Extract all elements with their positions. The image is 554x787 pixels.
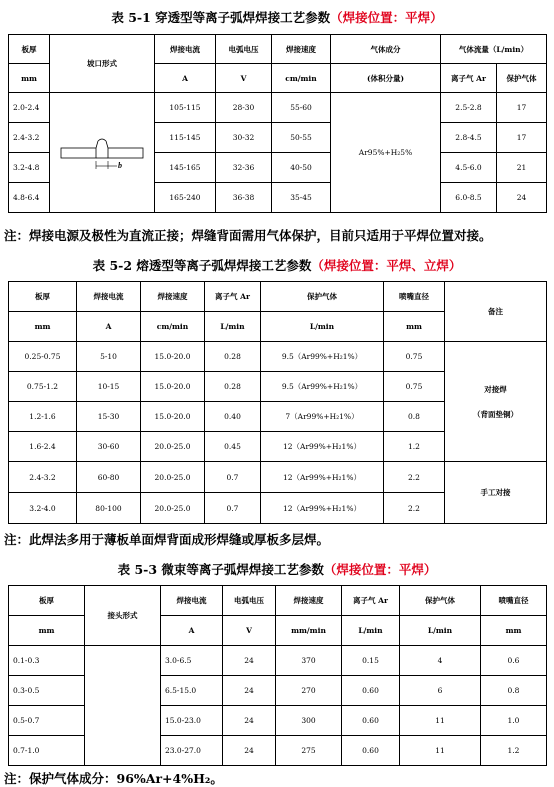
t2-h-shield-unit: L/min: [261, 312, 384, 342]
t1-h-gas-sub: (体积分量): [331, 64, 441, 93]
table-cell: 28-30: [216, 93, 272, 123]
t1-gas-value: Ar95%+H₂5%: [331, 93, 441, 213]
table-cell: 6.0-8.5: [441, 183, 497, 213]
t1-h-shield: 保护气体: [497, 64, 547, 93]
table2: [8, 281, 547, 524]
table-cell: 55-60: [272, 93, 331, 123]
table-cell: 1.2-1.6: [9, 402, 77, 432]
table-cell: 0.3-0.5: [9, 676, 85, 706]
table-cell: 1.2: [384, 432, 445, 462]
table-cell: 24: [223, 736, 276, 766]
t2-h-remark: 备注: [445, 282, 547, 342]
table-cell: 24: [223, 646, 276, 676]
table3: [8, 585, 547, 766]
t2-h-plasma-unit: L/min: [205, 312, 261, 342]
table-cell: 32-36: [216, 153, 272, 183]
t1-h-speed: 焊接速度: [272, 35, 331, 64]
table-cell: 4.5-6.0: [441, 153, 497, 183]
table-cell: 36-38: [216, 183, 272, 213]
table-cell: 0.75: [384, 342, 445, 372]
table-cell: 3.2-4.0: [9, 493, 77, 524]
table-cell: 15.0-20.0: [141, 372, 205, 402]
t2-h-nozzle: 喷嘴直径: [384, 282, 445, 312]
t2-h-thick-unit: mm: [9, 312, 77, 342]
t1-h-current: 焊接电流: [155, 35, 216, 64]
table-cell: 1.2: [481, 736, 547, 766]
table-cell: 1.6-2.4: [9, 432, 77, 462]
table-cell: 0.75: [384, 372, 445, 402]
table-cell: 2.5-2.8: [441, 93, 497, 123]
table-cell: 30-60: [77, 432, 141, 462]
t3-h-shield: 保护气体: [400, 586, 481, 616]
table1-caption: [0, 8, 554, 26]
t1-h-speed-unit: cm/min: [272, 64, 331, 93]
t1-h-flow: 气体流量（L/min）: [441, 35, 547, 64]
table-cell: 23.0-27.0: [161, 736, 223, 766]
table-cell: 20.0-25.0: [141, 462, 205, 493]
table-cell: 0.40: [205, 402, 261, 432]
table-cell: 21: [497, 153, 547, 183]
table-cell: 0.60: [342, 736, 400, 766]
t1-h-thick: 板厚: [9, 35, 50, 64]
t2-h-plasma: 离子气 Ar: [205, 282, 261, 312]
table-cell: 6: [400, 676, 481, 706]
table-cell: 4.8-6.4: [9, 183, 50, 213]
table-cell: 275: [276, 736, 342, 766]
table-cell: 0.15: [342, 646, 400, 676]
table-cell: 12（Ar99%+H₂1%）: [261, 462, 384, 493]
table-cell: 2.2: [384, 493, 445, 524]
t2-h-thick: 板厚: [9, 282, 77, 312]
t2-remark1-cell: [445, 342, 547, 462]
t1-h-groove: 坡口形式: [50, 35, 155, 93]
table2-note: 注：此焊法多用于薄板单面焊背面成形焊缝或厚板多层焊。: [4, 532, 330, 547]
table-cell: 2.0-2.4: [9, 93, 50, 123]
t2-h-nozzle-unit: mm: [384, 312, 445, 342]
table-cell: 0.45: [205, 432, 261, 462]
table-cell: 15.0-23.0: [161, 706, 223, 736]
table-cell: 15.0-20.0: [141, 402, 205, 432]
t3-h-current-unit: A: [161, 616, 223, 646]
table-cell: 300: [276, 706, 342, 736]
t2-h-speed-unit: cm/min: [141, 312, 205, 342]
table1-note: 注：焊接电源及极性为直流正接；焊缝背面需用气体保护，目前只适用于平焊位置对接。: [4, 228, 492, 243]
table1-caption-position: （焊接位置：平焊）: [330, 10, 443, 25]
t3-h-nozzle: 喷嘴直径: [481, 586, 547, 616]
table3-caption-main: 表 5-3 微束等离子弧焊焊接工艺参数: [117, 562, 324, 577]
t3-h-thick: 板厚: [9, 586, 85, 616]
table-cell: 40-50: [272, 153, 331, 183]
table-cell: 12（Ar99%+H₂1%）: [261, 432, 384, 462]
t3-h-nozzle-unit: mm: [481, 616, 547, 646]
table-cell: 12（Ar99%+H₂1%）: [261, 493, 384, 524]
table-cell: 3.2-4.8: [9, 153, 50, 183]
table-cell: 1.0: [481, 706, 547, 736]
t2-h-shield: 保护气体: [261, 282, 384, 312]
table-cell: 30-32: [216, 123, 272, 153]
table-cell: 165-240: [155, 183, 216, 213]
t1-h-current-unit: A: [155, 64, 216, 93]
table-cell: 7（Ar99%+H₂1%）: [261, 402, 384, 432]
table3-caption-position: （焊接位置：平焊）: [323, 562, 437, 577]
table-cell: 11: [400, 736, 481, 766]
table-cell: 24: [497, 183, 547, 213]
table-cell: 2.4-3.2: [9, 123, 50, 153]
table-cell: 3.0-6.5: [161, 646, 223, 676]
table-cell: 0.75-1.2: [9, 372, 77, 402]
table-cell: 0.8: [384, 402, 445, 432]
table-cell: 5-10: [77, 342, 141, 372]
table-cell: 2.2: [384, 462, 445, 493]
table-cell: 0.5-0.7: [9, 706, 85, 736]
t1-h-voltage: 电弧电压: [216, 35, 272, 64]
table-cell: 0.60: [342, 706, 400, 736]
table-cell: 0.7: [205, 462, 261, 493]
t3-h-speed-unit: mm/min: [276, 616, 342, 646]
table3-caption: [0, 560, 554, 578]
table2-caption-position: （焊接位置：平焊、立焊）: [311, 258, 462, 273]
table-cell: 20.0-25.0: [141, 493, 205, 524]
table-cell: 60-80: [77, 462, 141, 493]
t3-h-shield-unit: L/min: [400, 616, 481, 646]
table-cell: 145-165: [155, 153, 216, 183]
butt-joint-diagram: [55, 117, 150, 187]
table-cell: 17: [497, 123, 547, 153]
table-cell: 20.0-25.0: [141, 432, 205, 462]
table-cell: 105-115: [155, 93, 216, 123]
table-cell: 0.60: [342, 676, 400, 706]
table-cell: 370: [276, 646, 342, 676]
t1-h-voltage-unit: V: [216, 64, 272, 93]
gap-label: b: [117, 160, 122, 170]
table-cell: 80-100: [77, 493, 141, 524]
t3-h-plasma-unit: L/min: [342, 616, 400, 646]
t2-remark1b: （背面垫铜）: [473, 409, 518, 419]
t3-h-voltage-unit: V: [223, 616, 276, 646]
table-cell: 270: [276, 676, 342, 706]
t1-h-plasma: 离子气 Ar: [441, 64, 497, 93]
table-cell: 6.5-15.0: [161, 676, 223, 706]
table-cell: 9.5（Ar99%+H₂1%）: [261, 342, 384, 372]
table1-caption-main: 表 5-1 穿透型等离子弧焊焊接工艺参数: [111, 10, 331, 25]
table-cell: 0.8: [481, 676, 547, 706]
t1-h-thick-unit: mm: [9, 64, 50, 93]
t3-joint-cell: [85, 646, 161, 766]
table2-caption-main: 表 5-2 熔透型等离子弧焊焊接工艺参数: [92, 258, 312, 273]
table-cell: 11: [400, 706, 481, 736]
table-cell: 10-15: [77, 372, 141, 402]
table-cell: 0.1-0.3: [9, 646, 85, 676]
t2-h-current: 焊接电流: [77, 282, 141, 312]
t3-h-joint: 接头形式: [85, 586, 161, 646]
table-cell: 0.25-0.75: [9, 342, 77, 372]
t2-h-current-unit: A: [77, 312, 141, 342]
table-cell: 17: [497, 93, 547, 123]
table-cell: 0.7: [205, 493, 261, 524]
table-cell: 15-30: [77, 402, 141, 432]
table-cell: 9.5（Ar99%+H₂1%）: [261, 372, 384, 402]
table-cell: 35-45: [272, 183, 331, 213]
t3-h-plasma: 离子气 Ar: [342, 586, 400, 616]
table-cell: 0.28: [205, 342, 261, 372]
table-cell: 24: [223, 706, 276, 736]
table-cell: 115-145: [155, 123, 216, 153]
table1: [8, 34, 547, 213]
t3-h-thick-unit: mm: [9, 616, 85, 646]
t3-h-current: 焊接电流: [161, 586, 223, 616]
table-cell: 0.6: [481, 646, 547, 676]
t3-h-speed: 焊接速度: [276, 586, 342, 616]
table2-caption: [0, 256, 554, 274]
table-cell: 15.0-20.0: [141, 342, 205, 372]
t2-remark2: 手工对接: [445, 462, 547, 524]
table-cell: 2.8-4.5: [441, 123, 497, 153]
groove-diagram-cell: [50, 93, 155, 213]
table-cell: 0.28: [205, 372, 261, 402]
table-cell: 2.4-3.2: [9, 462, 77, 493]
t1-h-gas: 气体成分: [331, 35, 441, 64]
t3-h-voltage: 电弧电压: [223, 586, 276, 616]
table-cell: 24: [223, 676, 276, 706]
table3-note: 注：保护气体成分：96%Ar+4%H₂。: [4, 771, 223, 786]
table-cell: 50-55: [272, 123, 331, 153]
t2-h-speed: 焊接速度: [141, 282, 205, 312]
t2-remark1: 对接焊: [484, 384, 507, 394]
table-cell: 4: [400, 646, 481, 676]
table-cell: 0.7-1.0: [9, 736, 85, 766]
